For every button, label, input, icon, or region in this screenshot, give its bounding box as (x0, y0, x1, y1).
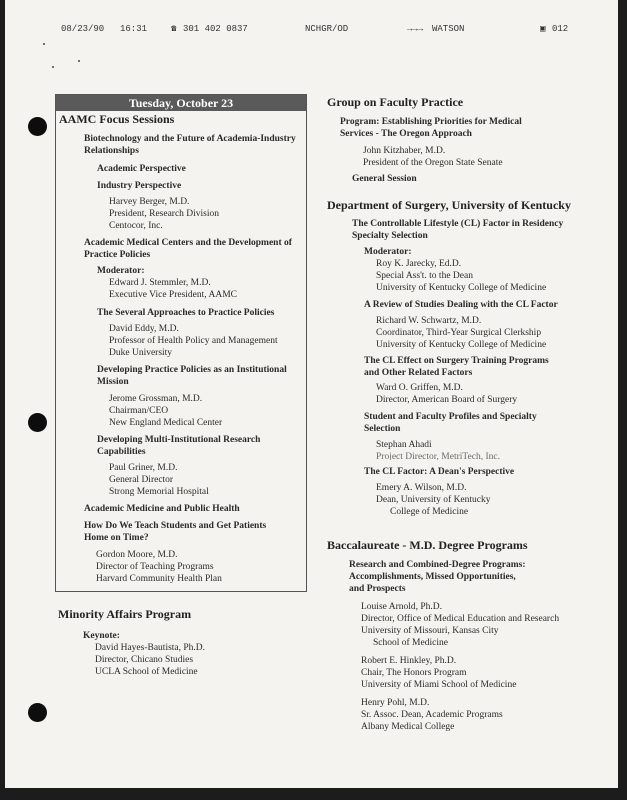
cl-effect-title: The CL Effect on Surgery Training Programs (364, 356, 549, 366)
speaker-title: Special Ass't. to the Dean (376, 271, 473, 281)
wilson-block (376, 482, 597, 518)
speaker-affiliation: Duke University (109, 348, 173, 358)
research-title: Research and Combined-Degree Programs: (349, 560, 526, 570)
fax-page: 012 (552, 24, 569, 34)
kitzhaber-block (363, 145, 597, 169)
fax-to: WATSON (432, 24, 465, 34)
eddy-block (109, 323, 306, 359)
schwartz-block (376, 315, 597, 351)
speaker-affiliation: School of Medicine (373, 638, 448, 648)
speaker-title: Chairman/CEO (109, 406, 169, 416)
faculty-practice-heading: Group on Faculty Practice (327, 95, 464, 109)
jarecky-block (376, 258, 597, 294)
industry-perspective: Industry Perspective (97, 181, 182, 191)
moderator-label: Moderator: (97, 266, 145, 276)
speaker-name: David Hayes-Bautista, Ph.D. (95, 643, 206, 653)
multi-institutional-title: Developing Multi-Institutional Research Capabilities (97, 435, 261, 457)
baccalaureate-heading: Baccalaureate - M.D. Degree Programs (327, 538, 528, 552)
speaker-name: Louise Arnold, Ph.D. (361, 602, 443, 612)
teach-students-title: How Do We Teach Students and Get Patients Home on Time? (84, 521, 267, 543)
hinkley-block (361, 655, 597, 691)
speaker-affiliation: New England Medical Center (109, 418, 223, 428)
speaker-affiliation: College of Medicine (390, 507, 469, 517)
fax-from: NCHGR/OD (305, 24, 349, 34)
profiles-title: Student and Faculty Profiles and Specialty Selection (364, 412, 537, 434)
speaker-name: David Eddy, M.D. (109, 324, 179, 334)
speaker-title: Director, Chicano Studies (95, 655, 194, 665)
speaker-title: President of the Oregon State Senate (363, 158, 503, 168)
surgery-heading: Department of Surgery, University of Kentucky (327, 198, 571, 212)
speaker-affiliation: University of Missouri, Kansas City (361, 626, 499, 636)
speaker-title: Director, Office of Medical Education and Research (361, 614, 560, 624)
speaker-name: Gordon Moore, M.D. (96, 550, 178, 560)
moore-block (96, 549, 306, 585)
speck (43, 43, 45, 45)
speaker-name: John Kitzhaber, M.D. (363, 146, 446, 156)
fax-date: 08/23/90 (61, 24, 105, 34)
speaker-affiliation: University of Kentucky College of Medicine (376, 340, 547, 350)
keynote-label: Keynote: (83, 631, 120, 641)
research-block (349, 559, 597, 595)
speaker-name: Henry Pohl, M.D. (361, 698, 430, 708)
left-column (55, 94, 307, 678)
cl-effect-title: and Other Related Factors (364, 368, 473, 378)
speaker-title: Executive Vice President, AAMC (109, 290, 238, 300)
fax-phone-icon: ☎ (171, 24, 177, 34)
speaker-title: Director, American Board of Surgery (376, 395, 518, 405)
arnold-block (361, 601, 597, 649)
cl-effect-block (364, 355, 597, 379)
academic-perspective: Academic Perspective (97, 164, 186, 174)
speaker-name: Richard W. Schwartz, M.D. (376, 316, 482, 326)
fax-phone: 301 402 0837 (183, 24, 248, 34)
research-title: Accomplishments, Missed Opportunities, (349, 572, 516, 582)
speaker-affiliation: Centocor, Inc. (109, 221, 163, 231)
speaker-name: Roy K. Jarecky, Ed.D. (376, 259, 462, 269)
speaker-title: Sr. Assoc. Dean, Academic Programs (361, 710, 503, 720)
fax-arrow: →→→ (407, 24, 424, 34)
minority-affairs-heading: Minority Affairs Program (58, 607, 192, 621)
speaker-name: Robert E. Hinkley, Ph.D. (361, 656, 457, 666)
pohl-block (361, 697, 597, 733)
ahadi-block (376, 439, 597, 460)
speaker-name: Harvey Berger, M.D. (109, 197, 190, 207)
grossman-block (109, 393, 306, 429)
speaker-name: Jerome Grossman, M.D. (109, 394, 203, 404)
speaker-affiliation: University of Kentucky College of Medicine (376, 283, 547, 293)
several-approaches-title: The Several Approaches to Practice Policies (97, 308, 275, 318)
speaker-title: General Director (109, 475, 174, 485)
biotech-title: Biotechnology and the Future of Academia-Industry Relationships (84, 134, 296, 156)
oregon-program-title: Program: Establishing Priorities for Medical Services - The Oregon Approach (340, 117, 522, 139)
speaker-title: Project Director, MetriTech, Inc. (376, 452, 500, 460)
griffen-block (376, 382, 597, 406)
research-title: and Prospects (349, 584, 406, 594)
speaker-affiliation: Harvard Community Health Plan (96, 574, 222, 584)
public-health-title: Academic Medicine and Public Health (84, 504, 240, 514)
fax-page-icon: ▣ (540, 24, 546, 34)
speaker-title: President, Research Division (109, 209, 220, 219)
moderator-label: Moderator: (364, 247, 412, 257)
speaker-name: Paul Griner, M.D. (109, 463, 178, 473)
speaker-affiliation: UCLA School of Medicine (95, 667, 198, 677)
griner-block (109, 462, 306, 498)
binder-hole-top (28, 117, 47, 136)
speaker-name: Emery A. Wilson, M.D. (376, 483, 467, 493)
amc-title: Academic Medical Centers and the Development of Practice Policies (84, 238, 292, 260)
dean-perspective-title: The CL Factor: A Dean's Perspective (364, 467, 515, 477)
speck (78, 60, 80, 62)
speaker-affiliation: Albany Medical College (361, 722, 455, 732)
focus-sessions-heading: AAMC Focus Sessions (59, 112, 175, 126)
date-banner: Tuesday, October 23 (56, 95, 306, 111)
review-studies-title: A Review of Studies Dealing with the CL Factor (364, 300, 558, 310)
speaker-name: Ward O. Griffen, M.D. (376, 383, 463, 393)
speaker-title: Coordinator, Third-Year Surgical Clerkship (376, 328, 542, 338)
stemmler-block (109, 277, 306, 301)
berger-block (109, 196, 306, 232)
speaker-name: Stephan Ahadi (376, 440, 432, 450)
speaker-affiliation: University of Miami School of Medicine (361, 680, 517, 690)
focus-sessions-box (55, 94, 307, 592)
speaker-title: Director of Teaching Programs (96, 562, 214, 572)
speck (52, 66, 54, 68)
speaker-affiliation: Strong Memorial Hospital (109, 487, 209, 497)
binder-hole-middle (28, 413, 47, 432)
developing-policies-title: Developing Practice Policies as an Institutional Mission (97, 365, 287, 387)
right-column (327, 95, 597, 733)
binder-hole-bottom (28, 703, 47, 722)
fax-time: 16:31 (120, 24, 148, 34)
speaker-name: Edward J. Stemmler, M.D. (109, 278, 211, 288)
speaker-title: Chair, The Honors Program (361, 668, 467, 678)
bautista-block (95, 642, 307, 678)
cl-factor-title: The Controllable Lifestyle (CL) Factor in Residency Specialty Selection (352, 219, 564, 241)
document-page (5, 0, 618, 788)
speaker-title: Dean, University of Kentucky (376, 495, 491, 505)
speaker-title: Professor of Health Policy and Management (109, 336, 278, 346)
general-session: General Session (352, 174, 417, 184)
